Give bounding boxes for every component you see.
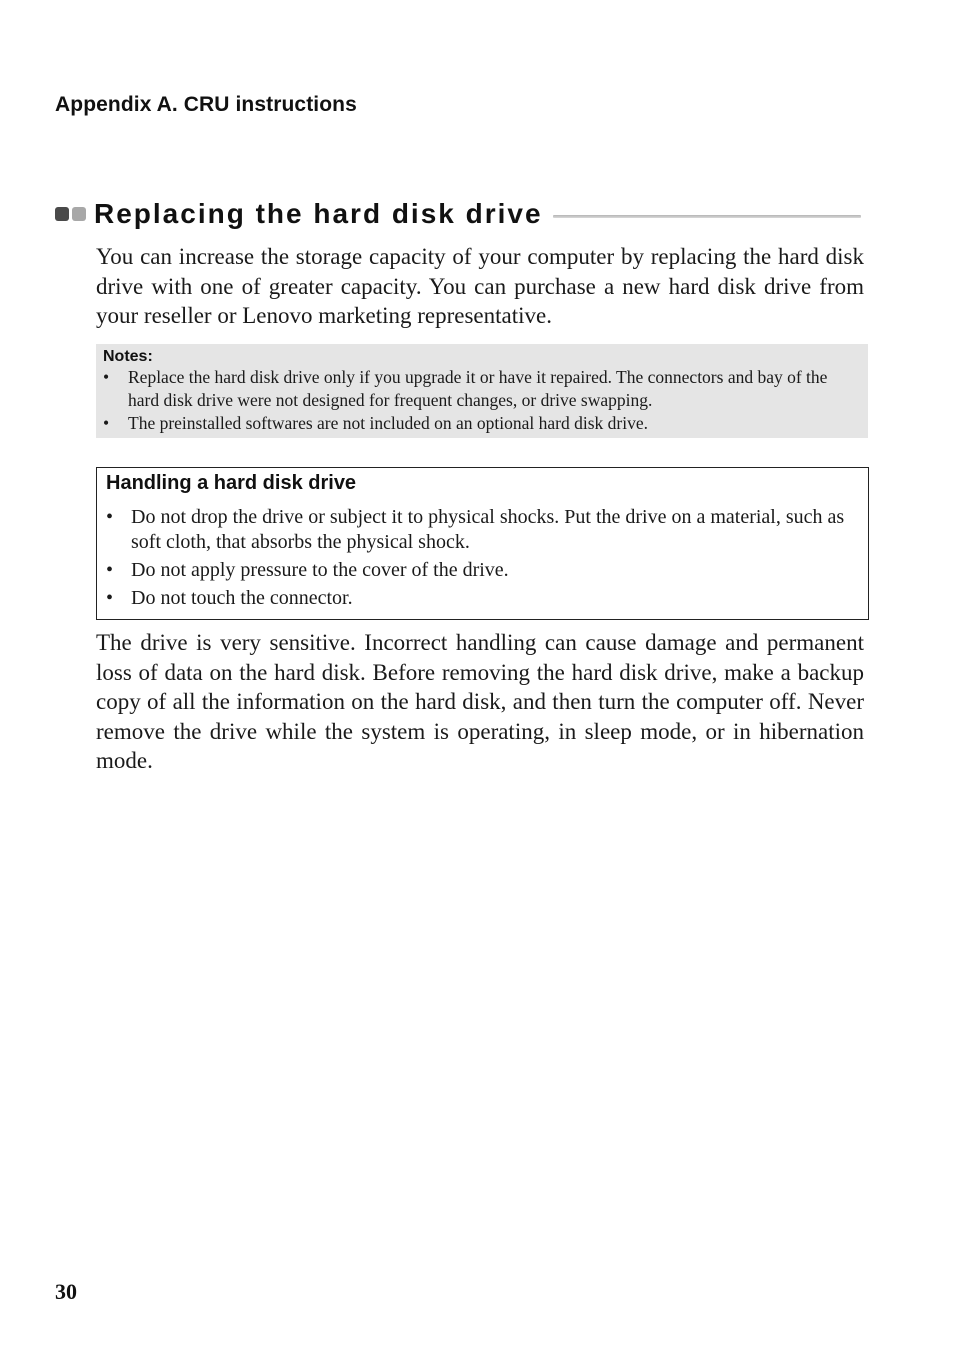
heading-bullet-icon — [55, 207, 86, 221]
handling-box — [96, 467, 869, 620]
notes-box — [96, 344, 868, 438]
notes-title: Notes: — [103, 348, 153, 365]
heading-rule — [553, 215, 861, 218]
handling-item: • Do not drop the drive or subject it to physical shocks. Put the drive on a material, such as soft cloth, that absorbs the physical shock. — [106, 505, 858, 555]
notes-list — [103, 366, 860, 435]
intro-paragraph: You can increase the storage capacity of your computer by replacing the hard disk drive with one of greater capacity. You can purchase a new hard disk drive from your reseller or Lenovo marketing representative. — [96, 244, 864, 328]
handling-title: Handling a hard disk drive — [106, 472, 357, 494]
note-item: • Replace the hard disk drive only if you upgrade it or have it repaired. The connectors and bay of the hard disk drive were not designed for frequent changes, or drive swapping. — [103, 366, 860, 412]
heading-bullet-dark-icon — [55, 207, 69, 221]
running-header: Appendix A. CRU instructions — [55, 93, 357, 116]
handling-item: • Do not apply pressure to the cover of the drive. — [106, 558, 858, 583]
heading-bullet-light-icon — [72, 207, 86, 221]
page-number: 30 — [55, 1279, 77, 1304]
section-heading — [55, 194, 861, 234]
section-title: Replacing the hard disk drive — [94, 198, 543, 229]
handling-list — [106, 505, 858, 611]
handling-item: • Do not touch the connector. — [106, 586, 858, 611]
note-item: • The preinstalled softwares are not included on an optional hard disk drive. — [103, 412, 860, 435]
closing-paragraph: The drive is very sensitive. Incorrect handling can cause damage and permanent loss of data on the hard disk. Before removing the hard disk drive, make a backup copy of all the information on the hard disk, and then turn the computer off. Never remove the drive while the system is operating, in sleep mode, or in hibernation mode. — [96, 630, 864, 773]
